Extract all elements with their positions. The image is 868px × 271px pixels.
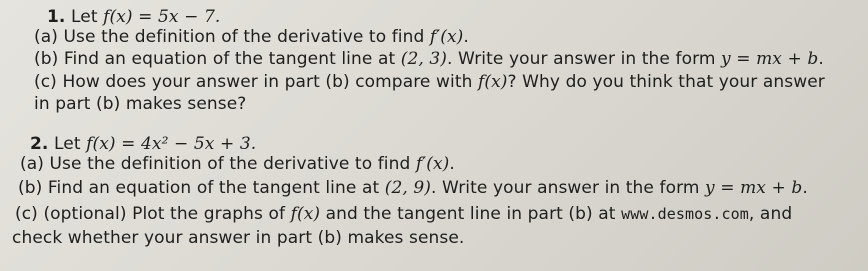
problem-1-statement bbox=[47, 7, 220, 27]
part-text: Use the definition of the derivative to find bbox=[63, 27, 430, 47]
part-end: , and bbox=[748, 204, 793, 224]
part-text: (optional) Plot the graphs of bbox=[43, 204, 291, 224]
part-text: How does your answer in part (b) compare with bbox=[62, 72, 478, 92]
part-end: . bbox=[449, 154, 455, 174]
part-end: . bbox=[818, 49, 824, 69]
problem-2-part-c bbox=[15, 204, 792, 224]
part-math: f′(x) bbox=[429, 27, 464, 47]
part-math: y = mx + b bbox=[705, 178, 803, 198]
part-text-2: . Write your answer in the form bbox=[447, 49, 722, 69]
part-label: (a) bbox=[20, 154, 44, 174]
problem-number: 2. bbox=[30, 134, 49, 154]
part-label: (c) bbox=[34, 72, 57, 92]
problem-2-part-c-continuation: check whether your answer in part (b) makes sense. bbox=[12, 228, 465, 248]
part-label: (b) bbox=[18, 178, 43, 198]
function-definition: f(x) = 5x − 7. bbox=[103, 7, 221, 27]
intro-text: Let bbox=[54, 134, 87, 154]
intro-text: Let bbox=[71, 7, 104, 27]
part-math: y = mx + b bbox=[721, 49, 819, 69]
problem-2-part-a bbox=[20, 154, 455, 174]
part-math: f′(x) bbox=[415, 154, 450, 174]
part-end: . bbox=[802, 178, 808, 198]
part-label: (b) bbox=[34, 49, 59, 69]
part-label: (a) bbox=[34, 27, 58, 47]
part-text: Find an equation of the tangent line at bbox=[47, 178, 385, 198]
problem-1-part-b bbox=[34, 49, 824, 69]
part-end: ? Why do you think that your answer bbox=[507, 72, 825, 92]
part-end: . bbox=[463, 27, 469, 47]
problem-number: 1. bbox=[47, 7, 66, 27]
part-text: Use the definition of the derivative to find bbox=[49, 154, 416, 174]
problem-1-part-c bbox=[34, 72, 825, 92]
part-label: (c) bbox=[15, 204, 38, 224]
problem-2-part-b bbox=[18, 178, 808, 198]
part-math: f(x) bbox=[477, 72, 508, 92]
part-text-2: and the tangent line in part (b) at bbox=[320, 204, 622, 224]
part-text-2: . Write your answer in the form bbox=[431, 178, 706, 198]
tangent-point: (2, 3) bbox=[400, 49, 448, 69]
desmos-url: www.desmos.com bbox=[621, 205, 749, 223]
problem-2-statement bbox=[30, 134, 256, 154]
function-definition: f(x) = 4x² − 5x + 3. bbox=[86, 134, 257, 154]
problem-1-part-c-continuation: in part (b) makes sense? bbox=[34, 94, 247, 114]
part-text: Find an equation of the tangent line at bbox=[63, 49, 401, 69]
problem-1-part-a bbox=[34, 27, 469, 47]
part-math: f(x) bbox=[290, 204, 321, 224]
tangent-point: (2, 9) bbox=[384, 178, 432, 198]
